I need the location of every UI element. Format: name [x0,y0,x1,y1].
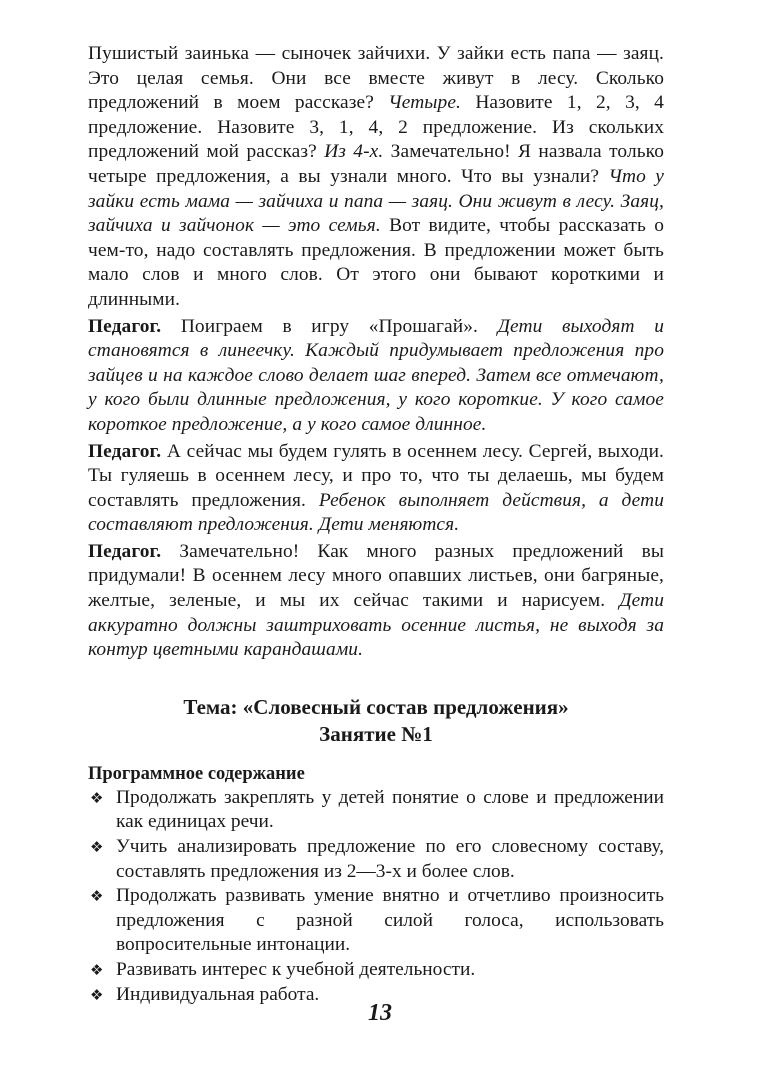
list-item [88,835,664,884]
text-segment: Замечательно! Я назвала только четыре предложения, а вы узнали много. Что вы узнали? [88,141,664,187]
list-item-text: Индивидуальная работа. [116,983,320,1005]
body-text [88,42,664,663]
speaker-label: Педагог. [88,540,162,562]
italic-remark: Четыре. [388,92,461,114]
list-item-text: Развивать интерес к учебной деятельности. [116,959,476,980]
paragraph [88,315,664,438]
text-segment: Поиграем в игру «Прошагай». [161,315,498,337]
italic-remark: Дети выходят и становятся в линеечку. Каждый придумывает предложения про зайцев и на каждое слово делает шаг вперед. Затем все отмечают, у кого были длинные предложения, у кого короткие. У кого самое короткое предложение, а у кого самое длинное. [88,315,664,435]
list-item-text: Учить анализировать предложение по его словесному составу, составлять предложения из 2—3-х и более слов. [116,836,664,882]
speaker-label: Педагог. [88,440,162,462]
list-item [88,884,664,958]
text-segment: Назовите 1, 2, 3, 4 предложение. Назовите 3, 1, 4, 2 предложение. Из скольких предложений мой рассказ? [88,92,664,163]
list-item-text: Продолжать закреплять у детей понятие о слове и предложении как единицах речи. [116,786,664,833]
text-segment: А сейчас мы будем гулять в осеннем лесу. Сергей, выходи. Ты гуляешь в осеннем лесу, и про то, что ты делаешь, мы будем составлять предложения. [88,440,664,511]
italic-remark: Дети аккуратно должны заштриховать осенние листья, не выходя за контур цветными карандашами. [88,590,664,661]
paragraph [88,42,664,313]
text-segment: Пушистый заинька — сыночек зайчихи. У зайки есть папа — заяц. Это целая семья. Они все вместе живут в лесу. Сколько предложений в моем рассказе? [88,43,664,114]
program-list [88,786,664,1007]
bullet-diamond-icon: ❖ [90,838,104,857]
program-title: Программное содержание [88,763,305,784]
lesson-heading: Занятие №1 [319,721,433,746]
bullet-diamond-icon: ❖ [90,961,104,979]
list-item [88,958,664,983]
topic-heading: Тема: «Словесный состав предложения» [183,694,569,719]
bullet-diamond-icon: ❖ [90,887,104,906]
italic-remark: Из 4-х. [324,141,384,163]
italic-remark: Ребенок выполняет действия, а дети составляют предложения. Дети меняются. [88,489,664,536]
page-number: 13 [368,1000,392,1026]
text-segment: Вот видите, чтобы рассказать о чем-то, надо составлять предложения. В предложении может быть мало слов и много слов. От этого они бывают короткими и длинными. [88,215,664,310]
text-segment: Замечательно! Как много разных предложений вы придумали! В осеннем лесу много опавших листьев, они багряные, желтые, зеленые, и мы их сейчас такими и нарисуем. [88,540,664,612]
paragraph [88,440,664,538]
list-item-text: Продолжать развивать умение внятно и отчетливо произносить предложения с разной силой голоса, использовать вопросительные интонации. [116,885,664,956]
paragraph [88,540,664,663]
italic-remark: Что у зайки есть мама — зайчиха и папа — заяц. Они живут в лесу. Заяц, зайчиха и зайчонок — это семья. [88,165,665,237]
list-item [88,786,664,835]
bullet-diamond-icon: ❖ [90,788,104,807]
bullet-diamond-icon: ❖ [90,985,104,1004]
speaker-label: Педагог. [88,315,162,337]
